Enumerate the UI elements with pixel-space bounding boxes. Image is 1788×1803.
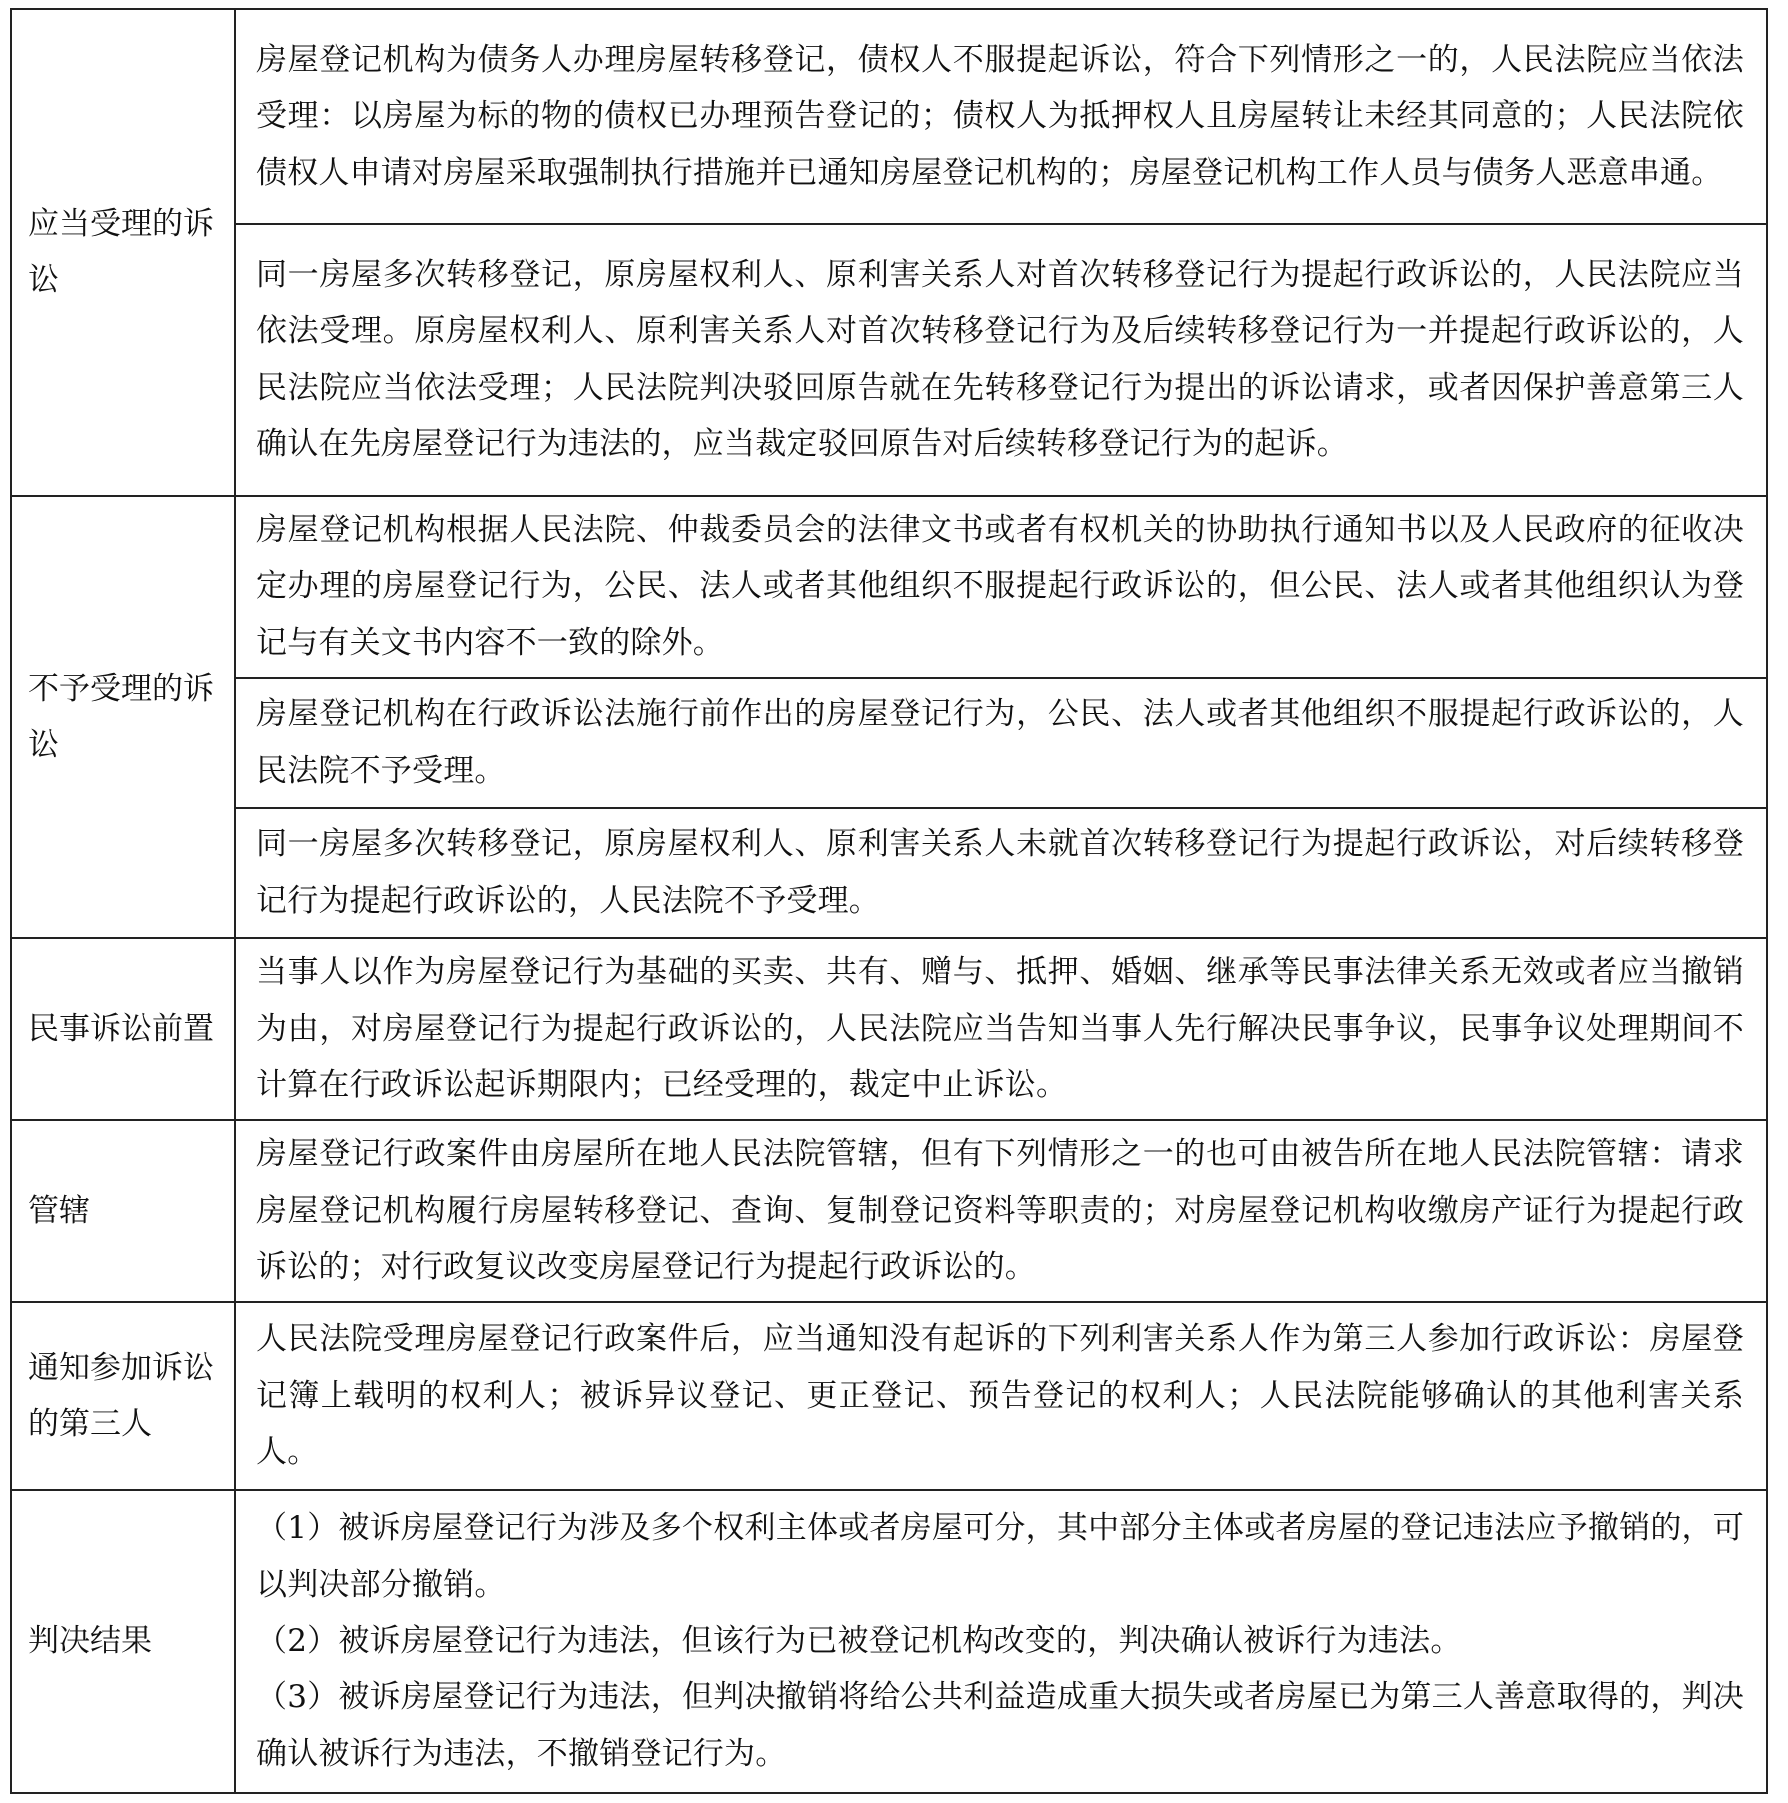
- provision-civil-prerequisite: 当事人以作为房屋登记行为基础的买卖、共有、赠与、抵押、婚姻、继承等民事法律关系无效或者应当撤销为由，对房屋登记行为提起行政诉讼的，人民法院应当告知当事人先行解决民事争议，民事争议处理期间不计算在行政诉讼起诉期限内；已经受理的，裁定中止诉讼。: [235, 938, 1767, 1120]
- table-row: [11, 1120, 1767, 1302]
- table-row: [11, 9, 1767, 224]
- table-row: [11, 808, 1767, 938]
- judgment-item-2: （2）被诉房屋登记行为违法，但该行为已被登记机构改变的，判决确认被诉行为违法。: [256, 1623, 1462, 1660]
- provision-not-accepted-3: 同一房屋多次转移登记，原房屋权利人、原利害关系人未就首次转移登记行为提起行政诉讼，对后续转移登记行为提起行政诉讼的，人民法院不予受理。: [235, 808, 1767, 938]
- provision-not-accepted-2: 房屋登记机构在行政诉讼法施行前作出的房屋登记行为，公民、法人或者其他组织不服提起行政诉讼的，人民法院不予受理。: [235, 678, 1767, 808]
- provision-third-party: 人民法院受理房屋登记行政案件后，应当通知没有起诉的下列利害关系人作为第三人参加行政诉讼：房屋登记簿上载明的权利人；被诉异议登记、更正登记、预告登记的权利人；人民法院能够确认的其他利害关系人。: [235, 1302, 1767, 1489]
- table-row: [11, 1490, 1767, 1794]
- section-label-civil-prerequisite: 民事诉讼前置: [11, 938, 235, 1120]
- table-row: [11, 224, 1767, 495]
- provision-jurisdiction: 房屋登记行政案件由房屋所在地人民法院管辖，但有下列情形之一的也可由被告所在地人民法院管辖：请求房屋登记机构履行房屋转移登记、查询、复制登记资料等职责的；对房屋登记机构收缴房产证行为提起行政诉讼的；对行政复议改变房屋登记行为提起行政诉讼的。: [235, 1120, 1767, 1302]
- table-row: [11, 938, 1767, 1120]
- provision-not-accepted-1: 房屋登记机构根据人民法院、仲裁委员会的法律文书或者有权机关的协助执行通知书以及人民政府的征收决定办理的房屋登记行为，公民、法人或者其他组织不服提起行政诉讼的，但公民、法人或者其他组织认为登记与有关文书内容不一致的除外。: [235, 496, 1767, 678]
- section-label-judgment: 判决结果: [11, 1490, 235, 1794]
- provision-judgment: [235, 1490, 1767, 1794]
- section-label-accepted: 应当受理的诉讼: [11, 9, 235, 496]
- section-label-third-party: 通知参加诉讼的第三人: [11, 1302, 235, 1489]
- table-row: [11, 496, 1767, 678]
- legal-provisions-table: [10, 8, 1768, 1794]
- provision-accepted-2: 同一房屋多次转移登记，原房屋权利人、原利害关系人对首次转移登记行为提起行政诉讼的，人民法院应当依法受理。原房屋权利人、原利害关系人对首次转移登记行为及后续转移登记行为一并提起行政诉讼的，人民法院应当依法受理；人民法院判决驳回原告就在先转移登记行为提出的诉讼请求，或者因保护善意第三人确认在先房屋登记行为违法的，应当裁定驳回原告对后续转移登记行为的起诉。: [235, 224, 1767, 495]
- section-label-not-accepted: 不予受理的诉讼: [11, 496, 235, 938]
- provision-accepted-1: 房屋登记机构为债务人办理房屋转移登记，债权人不服提起诉讼，符合下列情形之一的，人民法院应当依法受理：以房屋为标的物的债权已办理预告登记的；债权人为抵押权人且房屋转让未经其同意的；人民法院依债权人申请对房屋采取强制执行措施并已通知房屋登记机构的；房屋登记机构工作人员与债务人恶意串通。: [235, 9, 1767, 224]
- judgment-item-1: （1）被诉房屋登记行为涉及多个权利主体或者房屋可分，其中部分主体或者房屋的登记违法应予撤销的，可以判决部分撤销。: [256, 1510, 1744, 1603]
- section-label-jurisdiction: 管辖: [11, 1120, 235, 1302]
- table-row: [11, 1302, 1767, 1489]
- table-row: [11, 678, 1767, 808]
- judgment-item-3: （3）被诉房屋登记行为违法，但判决撤销将给公共利益造成重大损失或者房屋已为第三人善意取得的，判决确认被诉行为违法，不撤销登记行为。: [256, 1679, 1744, 1772]
